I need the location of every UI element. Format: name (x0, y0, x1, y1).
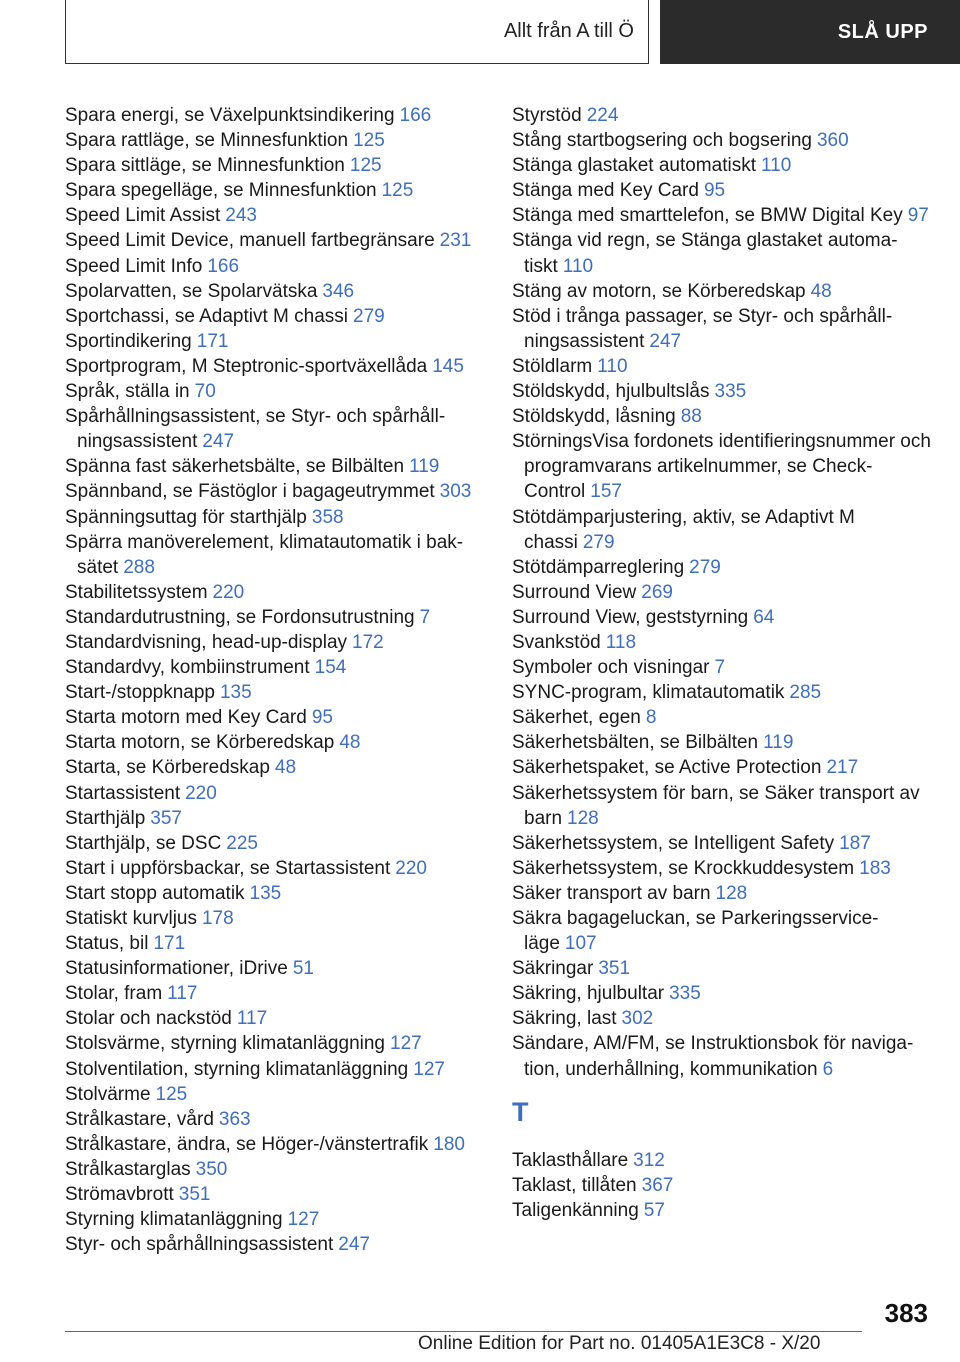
page-link[interactable]: 110 (760, 155, 792, 177)
page-link[interactable]: 243 (225, 205, 257, 227)
index-entry (65, 856, 480, 881)
page-link[interactable]: 154 (314, 657, 347, 679)
index-entry (512, 831, 932, 856)
index-entry (65, 906, 480, 931)
page-number: 383 (884, 1298, 928, 1328)
page-link[interactable]: 88 (680, 406, 702, 428)
page-link[interactable]: 117 (236, 1008, 268, 1030)
page-link[interactable]: 279 (353, 305, 385, 327)
index-entry (512, 906, 932, 956)
index-entry (65, 128, 480, 153)
footer-divider (65, 1331, 862, 1332)
index-entry (65, 1006, 480, 1031)
index-entry (512, 655, 932, 680)
page-link[interactable]: 135 (249, 882, 282, 904)
index-entry (65, 178, 480, 203)
page-link[interactable]: 351 (178, 1184, 211, 1206)
page-link[interactable]: 118 (605, 631, 637, 653)
index-entry (512, 580, 932, 605)
entry-term: Statiskt kurvljus (65, 908, 197, 929)
entry-term: Styrning klimatanläggning (65, 1209, 283, 1231)
entry-term: Stolvärme (65, 1083, 151, 1105)
page-link[interactable]: 247 (338, 1234, 370, 1256)
entry-term: Stolar, fram (65, 983, 163, 1005)
entry-term: Taklasthållare (512, 1149, 629, 1171)
top-navigation (0, 0, 960, 66)
page-link[interactable]: 220 (185, 782, 217, 804)
entry-term: Spänna fast säkerhetsbälte, se Bilbälten (65, 456, 405, 478)
page-link[interactable]: 178 (201, 908, 234, 929)
index-entry (65, 153, 480, 178)
page-link[interactable]: 279 (582, 531, 615, 553)
index-entry (65, 228, 480, 253)
index-entry (65, 404, 480, 454)
entry-term: Speed Limit Assist (65, 205, 221, 227)
entry-term: Strömavbrott (65, 1184, 174, 1206)
index-entry (65, 730, 480, 755)
entry-term: Starta, se Körberedskap (65, 757, 270, 779)
index-entry (512, 429, 932, 504)
entry-term: Spara spegelläge, se Minnesfunktion (65, 180, 377, 202)
page-link[interactable]: 312 (633, 1149, 665, 1171)
index-entry (65, 1031, 480, 1056)
index-entry (65, 831, 480, 856)
page-link[interactable]: 128 (567, 807, 599, 829)
page-link[interactable]: 217 (826, 757, 859, 779)
page-link[interactable]: 48 (274, 757, 297, 779)
entry-term: Säkra bagageluckan, se Parkeringsservice-läge (512, 908, 879, 955)
entry-term: Säkerhetssystem för barn, se Säker transport av barn (512, 782, 920, 829)
entry-term: Standardutrustning, se Fordonsutrustning (65, 606, 415, 628)
index-entry (512, 630, 932, 655)
entry-term: Strålkastare, vård (65, 1108, 214, 1130)
entry-term: Stänga vid regn, se Stänga glastaket automa-tiskt (512, 230, 898, 277)
page-link[interactable]: 351 (598, 958, 631, 980)
entry-term: Sportchassi, se Adaptivt M chassi (65, 305, 349, 327)
index-entry (65, 203, 480, 228)
entry-term: Stöldskydd, låsning (512, 406, 676, 428)
index-entry (65, 580, 480, 605)
entry-term: Säkringar (512, 958, 594, 980)
entry-term: SYNC-program, klimatautomatik (512, 682, 785, 704)
page-link[interactable]: 224 (586, 105, 619, 126)
a-to-z-tab[interactable]: Allt från A till Ö (65, 0, 649, 64)
page-link[interactable]: 288 (123, 556, 155, 578)
entry-term: Speed Limit Device, manuell fartbegränsare (65, 230, 435, 252)
entry-term: Stöd i trånga passager, se Styr- och spårhåll-ningsassistent (512, 305, 893, 352)
page-link[interactable]: 247 (202, 431, 235, 453)
entry-term: Styr- och spårhållningsassistent (65, 1234, 334, 1256)
entry-term: Stäng av motorn, se Körberedskap (512, 280, 806, 302)
entry-term: Säkerhet, egen (512, 707, 641, 729)
page-link[interactable]: 360 (816, 130, 849, 152)
index-entry (65, 1107, 480, 1132)
index-entry (65, 680, 480, 705)
index-entry (65, 956, 480, 981)
page-link[interactable]: 358 (311, 506, 344, 528)
page-link[interactable]: 128 (715, 882, 748, 904)
index-entry (512, 304, 932, 354)
page-link[interactable]: 367 (641, 1174, 674, 1196)
entry-term: Säker transport av barn (512, 882, 711, 904)
entry-term: Symboler och visningar (512, 657, 710, 679)
entry-term: Starta motorn med Key Card (65, 707, 307, 729)
entry-term: Surround View (512, 581, 637, 603)
index-entry (512, 555, 932, 580)
entry-term: Stabilitetssystem (65, 581, 208, 603)
index-entry (65, 329, 480, 354)
page-link[interactable]: 95 (311, 707, 333, 729)
entry-term: Språk, ställa in (65, 381, 190, 403)
page-link[interactable]: 166 (207, 255, 240, 277)
entry-term: Standardvy, kombiinstrument (65, 657, 310, 679)
entry-term: Stolventilation, styrning klimatanläggning (65, 1058, 409, 1080)
index-entry (65, 705, 480, 730)
entry-term: Stolsvärme, styrning klimatanläggning (65, 1033, 385, 1055)
page-link[interactable]: 279 (689, 556, 721, 578)
index-entry (65, 530, 480, 580)
page-link[interactable]: 247 (649, 330, 682, 352)
page-link[interactable]: 64 (753, 606, 775, 628)
page-link[interactable]: 119 (409, 456, 440, 478)
entry-term: Start-/stoppknapp (65, 682, 215, 704)
entry-term: Start stopp automatik (65, 882, 245, 904)
entry-term: Stötdämparjustering, aktiv, se Adaptivt M chassi (512, 506, 855, 553)
page-link[interactable]: 127 (413, 1058, 445, 1080)
page-link[interactable]: 7 (714, 657, 726, 679)
index-entry (65, 1057, 480, 1082)
entry-term: Säkring, hjulbultar (512, 983, 665, 1005)
page-link[interactable]: 51 (292, 958, 314, 980)
index-entry (512, 781, 932, 831)
page-link[interactable]: 7 (419, 606, 431, 628)
index-entry (512, 755, 932, 780)
page-link[interactable]: 172 (352, 631, 384, 653)
page-link[interactable]: 110 (562, 255, 594, 277)
index-entry (65, 881, 480, 906)
page-link[interactable]: 183 (859, 857, 891, 879)
index-column-left (65, 103, 480, 1257)
index-entry (65, 1232, 480, 1257)
entry-term: Spärra manöverelement, klimatautomatik i bak-sätet (65, 531, 464, 578)
index-entry (512, 128, 932, 153)
page-link[interactable]: 285 (789, 682, 822, 704)
entry-term: Spänningsuttag för starthjälp (65, 506, 307, 528)
index-entry (65, 254, 480, 279)
index-entry (512, 856, 932, 881)
page-link[interactable]: 363 (218, 1108, 251, 1130)
page-link[interactable]: 220 (212, 581, 245, 603)
entry-term: Status, bil (65, 933, 149, 955)
index-entry (65, 1182, 480, 1207)
index-entry (512, 705, 932, 730)
index-entry (65, 103, 480, 128)
entry-term: Spolarvatten, se Spolarvätska (65, 280, 318, 302)
index-entry (512, 881, 932, 906)
index-entry (65, 630, 480, 655)
entry-term: Stänga med smarttelefon, se BMW Digital Key (512, 205, 903, 227)
section-letter: T (512, 1096, 529, 1127)
page-link[interactable]: 125 (353, 130, 385, 152)
entry-term: Säkerhetssystem, se Intelligent Safety (512, 832, 835, 854)
entry-term: Stänga med Key Card (512, 180, 699, 202)
entry-term: Sportprogram, M Steptronic-sportväxellåda (65, 355, 428, 377)
page-link[interactable]: 171 (153, 933, 186, 955)
entry-term: Stänga glastaket automatiskt (512, 155, 756, 177)
index-entry (512, 1173, 932, 1198)
page-link[interactable]: 346 (322, 280, 355, 302)
footer-text: Online Edition for Part no. 01405A1E3C8 - X/20 (418, 1333, 821, 1354)
index-entry (512, 680, 932, 705)
index-entry (512, 981, 932, 1006)
page-link[interactable]: 335 (714, 381, 747, 403)
index-entry (512, 404, 932, 429)
entry-term: Stolar och nackstöd (65, 1008, 232, 1030)
index-entry (65, 1132, 480, 1157)
index-entry (512, 354, 932, 379)
index-entry (65, 1157, 480, 1182)
entry-term: Starthjälp (65, 807, 146, 829)
index-entry (65, 806, 480, 831)
page-link[interactable]: 70 (194, 381, 216, 403)
index-entry (512, 605, 932, 630)
page-link[interactable]: 157 (590, 481, 622, 503)
index-entry (65, 479, 480, 504)
page-link[interactable]: 269 (641, 581, 673, 603)
page-link[interactable]: 225 (226, 832, 258, 854)
index-entry (512, 203, 932, 228)
page-link[interactable]: 357 (150, 807, 182, 829)
index-entry (512, 1198, 932, 1223)
index-entry (512, 103, 932, 128)
page-link[interactable]: 48 (810, 280, 832, 302)
page-link[interactable]: 119 (763, 732, 794, 754)
page-link[interactable]: 117 (167, 983, 198, 1005)
index-entry (65, 1207, 480, 1232)
page-link[interactable]: 145 (432, 355, 464, 377)
entry-term: Spara sittläge, se Minnesfunktion (65, 155, 345, 177)
entry-term: Taligenkänning (512, 1199, 639, 1221)
page-link[interactable]: 48 (339, 732, 361, 754)
page-link[interactable]: 97 (907, 205, 929, 227)
index-entry (512, 1148, 932, 1173)
entry-term: Spännband, se Fästöglor i bagageutrymmet (65, 481, 435, 503)
entry-term: Taklast, tillåten (512, 1174, 637, 1196)
page-link[interactable]: 127 (390, 1033, 422, 1055)
page-link[interactable]: 6 (822, 1058, 834, 1080)
entry-term: Svankstöd (512, 631, 601, 653)
entry-term: Surround View, geststyrning (512, 606, 749, 628)
page-link[interactable]: 57 (643, 1199, 665, 1221)
entry-term: Säkerhetssystem, se Krockkuddesystem (512, 857, 855, 879)
page-link[interactable]: 171 (196, 330, 229, 352)
page-link[interactable]: 107 (564, 933, 597, 955)
index-entry (65, 454, 480, 479)
index-entry (65, 755, 480, 780)
page-link[interactable]: 180 (433, 1133, 465, 1155)
index-entry (512, 279, 932, 304)
index-entry (65, 605, 480, 630)
index-entry (512, 1006, 932, 1031)
entry-term: Strålkastarglas (65, 1158, 191, 1180)
entry-term: StörningsVisa fordonets identifieringsnummer och programvarans artikelnummer, se Check-Control (512, 431, 931, 503)
entry-term: Speed Limit Info (65, 255, 203, 277)
entry-term: Sändare, AM/FM, se Instruktionsbok för naviga-tion, underhållning, kommunikation (512, 1033, 914, 1080)
index-entry (65, 304, 480, 329)
index-entry (512, 956, 932, 981)
entry-term: Starta motorn, se Körberedskap (65, 732, 335, 754)
entry-term: Starthjälp, se DSC (65, 832, 222, 854)
index-entry (65, 505, 480, 530)
index-entry (65, 981, 480, 1006)
page-link[interactable]: 110 (597, 355, 628, 377)
entry-term: Styrstöd (512, 105, 582, 126)
page-link[interactable]: 187 (839, 832, 871, 854)
page-link[interactable]: 220 (395, 857, 427, 879)
index-entry (512, 153, 932, 178)
index-entry (65, 279, 480, 304)
page-link[interactable]: 231 (439, 230, 472, 252)
index-entry (65, 354, 480, 379)
page-link[interactable]: 350 (195, 1158, 228, 1180)
page-link[interactable]: 125 (155, 1083, 188, 1105)
index-entry (512, 505, 932, 555)
index-entry (512, 1031, 932, 1081)
entry-term: Sportindikering (65, 330, 192, 352)
entry-term: Stöldskydd, hjulbultslås (512, 381, 710, 403)
entry-term: Standardvisning, head-up-display (65, 631, 348, 653)
page-link[interactable]: 135 (219, 682, 252, 704)
page-link[interactable]: 8 (645, 707, 657, 729)
entry-term: Strålkastare, ändra, se Höger-/vänstertrafik (65, 1133, 429, 1155)
index-entry (512, 228, 932, 278)
page-link[interactable]: 303 (439, 481, 472, 503)
entry-term: Säkerhetsbälten, se Bilbälten (512, 732, 759, 754)
entry-term: Stång startbogsering och bogsering (512, 130, 812, 152)
page-link[interactable]: 302 (621, 1008, 654, 1030)
index-entry (512, 730, 932, 755)
index-entry (65, 379, 480, 404)
index-entry (65, 781, 480, 806)
entry-term: Stötdämparreglering (512, 556, 685, 578)
page-link[interactable]: 166 (399, 105, 432, 126)
entry-term: Start i uppförsbackar, se Startassistent (65, 857, 391, 879)
page-link[interactable]: 95 (703, 180, 726, 202)
index-entry (512, 178, 932, 203)
index-entry (65, 931, 480, 956)
entry-term: Säkerhetspaket, se Active Protection (512, 757, 822, 779)
index-entry (65, 1082, 480, 1107)
page-link[interactable]: 335 (669, 983, 701, 1005)
entry-term: Spara rattläge, se Minnesfunktion (65, 130, 349, 152)
page-link[interactable]: 125 (349, 155, 382, 177)
page-link[interactable]: 127 (287, 1209, 320, 1231)
index-entry (65, 655, 480, 680)
entry-term: Startassistent (65, 782, 181, 804)
index-column-right (512, 103, 932, 1223)
entry-term: Stöldlarm (512, 355, 593, 377)
entry-term: Spårhållningsassistent, se Styr- och spårhåll-ningsassistent (65, 406, 446, 453)
entry-term: Spara energi, se Växelpunktsindikering (65, 105, 395, 126)
entry-term: Säkring, last (512, 1008, 617, 1030)
entry-term: Statusinformationer, iDrive (65, 958, 288, 980)
search-tab[interactable]: SLÅ UPP (660, 0, 960, 64)
page-link[interactable]: 125 (381, 180, 414, 202)
index-entry (512, 379, 932, 404)
